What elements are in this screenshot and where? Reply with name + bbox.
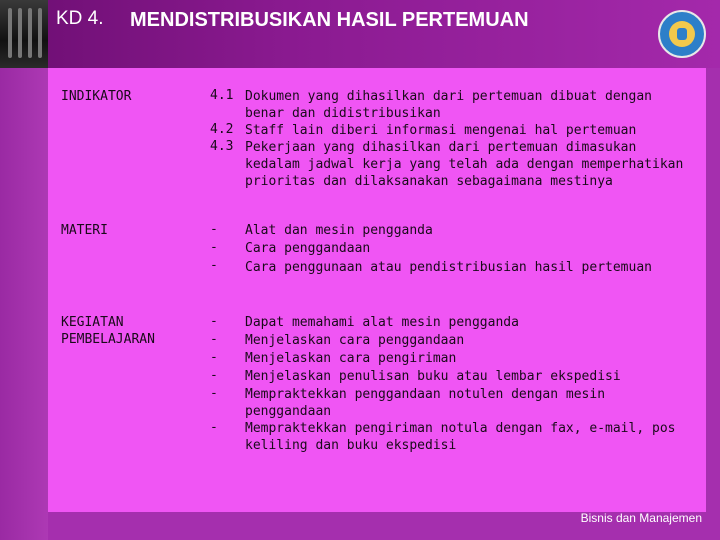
kegiatan-label: KEGIATAN PEMBELAJARAN (61, 315, 155, 347)
emblem-icon (658, 10, 706, 58)
header-photo (0, 0, 48, 68)
footer-label: Bisnis dan Manajemen (580, 511, 702, 525)
indikator-label: INDIKATOR (61, 89, 132, 104)
content-table: INDIKATOR 4.1 Dokumen yang dihasilkan dari pertemuan dibuat dengan benar dan didistribusikan 4.2 Staff lain diberi informasi mengenai hal pertemuan 4.3 Pekerjaan yang dihasilkan dari pertemuan dimasukan kedalam jadwal kerja yang telah ada dengan memperhatikan prioritas dan dilaksanakan sebagaimana mestinya MATERI - Alat dan mesin pengganda - Cara penggandaan - Cara penggunaan atau pendistribusian hasil pertemuan KEGIATAN PEMBELAJARAN - Dapat memahami alat mesin pengganda - Menjelaskan cara penggandaan - Menjelaskan cara pengiriman - Menjelaskan penulisan buku atau lembar ekspedisi - Mempraktekkan penggandaan notulen dengan mesin penggandaan - Mempraktekkan pengiriman notula dengan fax, e-mail, pos keliling dan buku ekspedisi (61, 88, 684, 453)
materi-label: MATERI (61, 223, 108, 238)
left-decorative-strip (0, 68, 48, 540)
kd-label: KD 4. (56, 8, 104, 29)
slide-title: MENDISTRIBUSIKAN HASIL PERTEMUAN (130, 9, 529, 31)
slide-header (0, 0, 720, 68)
